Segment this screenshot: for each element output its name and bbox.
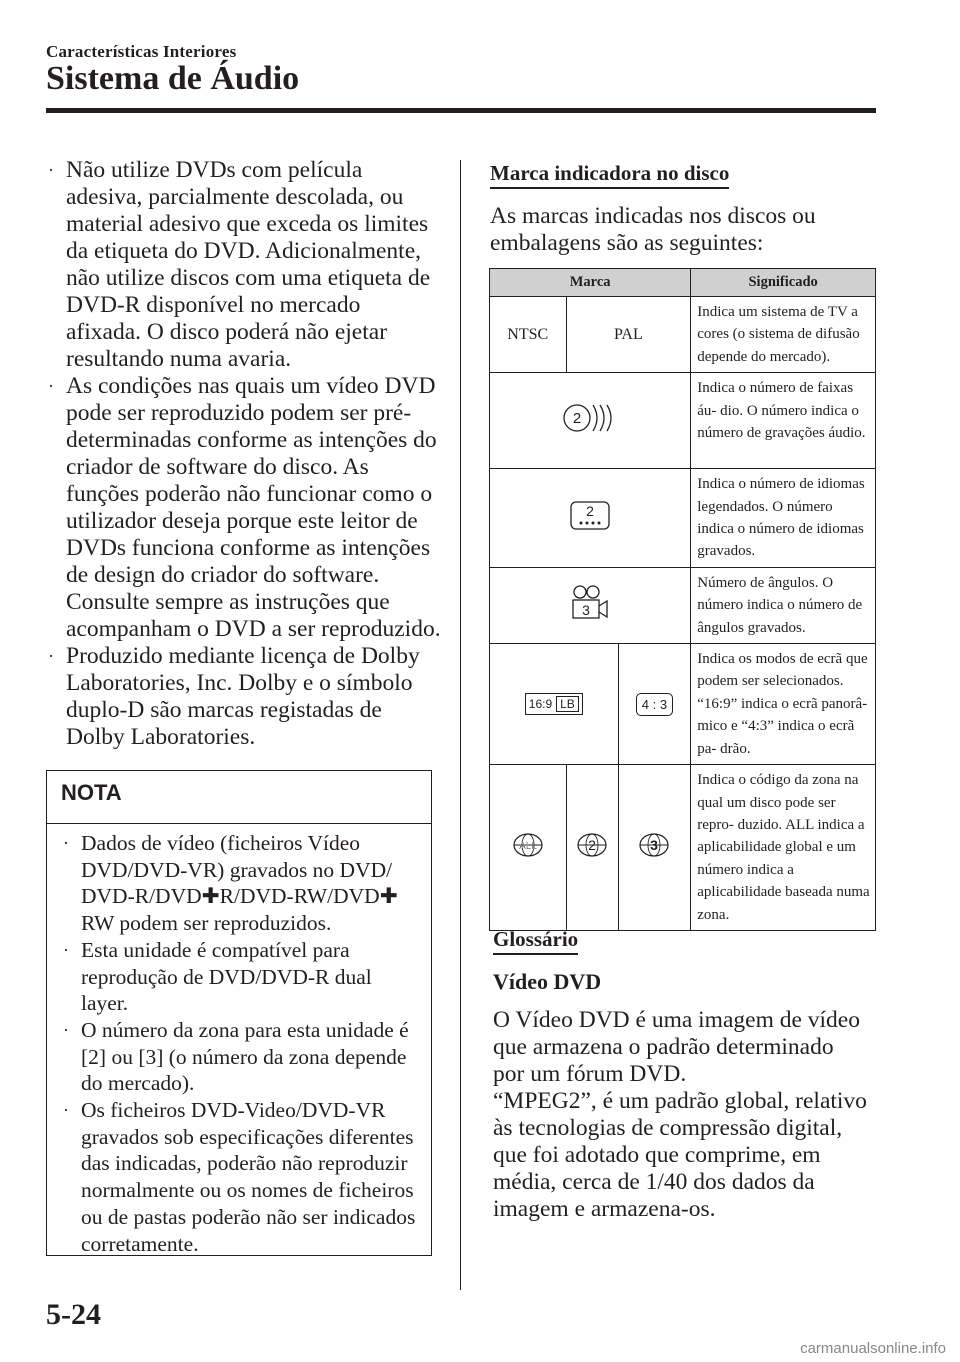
table-row [490, 644, 876, 765]
audio-tracks-number: 2 [572, 410, 582, 428]
nota-bullet-text: Dados de vídeo (ficheiros Vídeo DVD/DVD-VR) gravados no DVD/ DVD-R/DVD✚R/DVD-RW/DVD✚ RW podem ser reproduzidos. [81, 831, 398, 936]
audio-tracks-mark [490, 373, 691, 469]
glossary-paragraph: O Vídeo DVD é uma imagem de vídeo que armazena o padrão determinado por um fórum DVD. [493, 1007, 860, 1087]
mark-ntsc [490, 297, 567, 373]
bullet-text: Não utilize DVDs com película adesiva, parcialmente descolada, ou material adesivo que exceda os limites da etiqueta do DVD. Adicionalmente, não utilize discos com uma etiqueta de DVD-R disponível no mercado afixada. O disco poderá não ejetar resultando numa avaria. [66, 157, 431, 372]
globe-3-icon [638, 832, 670, 858]
nota-bullet [61, 830, 421, 937]
mark-pal-label: PAL [614, 325, 643, 343]
nota-bullet [61, 1097, 421, 1257]
letterbox-label: LB [556, 696, 579, 712]
col-header-mark: Marca [490, 269, 691, 297]
bullet-text: Produzido mediante licença de Dolby Laboratories, Inc. Dolby e o símbolo duplo-D são marcas registadas de Dolby Laboratories. [66, 643, 420, 750]
table-row [490, 469, 876, 568]
watermark: carmanualsonline.info [800, 1340, 946, 1357]
bullet-dot-icon: · [63, 939, 69, 960]
bullet-dot-icon: · [63, 833, 69, 853]
audio-tracks-icon [560, 401, 620, 435]
angles-number: 3 [582, 601, 591, 618]
marks-intro: As marcas indicadas nos discos ou embalagens são as seguintes: [490, 203, 816, 256]
marks-table [489, 268, 876, 931]
globe-2-icon [576, 832, 608, 858]
nota-bullet-text: O número da zona para esta unidade é [2] ou [3] (o número da zona depende do mercado). [81, 1017, 409, 1096]
camera-angles-icon [565, 583, 615, 623]
nota-heading: NOTA [47, 771, 431, 824]
table-row [490, 567, 876, 643]
bullet-item [46, 157, 441, 373]
bullet-dot-icon: · [48, 160, 54, 180]
right-column [490, 160, 880, 257]
table-row [490, 373, 876, 469]
glossary-term: Vídeo DVD [493, 969, 602, 994]
page-title: Sistema de Áudio [46, 60, 300, 97]
table-row [490, 765, 876, 931]
meaning-cell: Indica o número de faixas áu- dio. O número indica o número de gravações áudio. [691, 373, 876, 469]
marks-section-title: Marca indicadora no disco [490, 160, 729, 189]
standard-screen-mark [618, 644, 691, 765]
nota-bullet-text: Esta unidade é compatível para reprodução de DVD/DVD-R dual layer. [81, 937, 372, 1016]
meaning-cell: Indica um sistema de TV a cores (o sistema de difusão depende do mercado). [691, 297, 876, 373]
widescreen-icon [525, 693, 583, 715]
header-rule [46, 108, 876, 113]
bullet-dot-icon: · [63, 1100, 69, 1121]
left-column [46, 157, 441, 751]
glossary-section [493, 926, 878, 1223]
angles-mark [490, 567, 691, 643]
table-row [490, 297, 876, 373]
glossary-title: Glossário [493, 926, 578, 955]
meaning-cell: Número de ângulos. O número indica o número de ângulos gravados. [691, 567, 876, 643]
subtitles-number: 2 [586, 502, 595, 519]
page-number: 5-24 [46, 1298, 101, 1331]
nota-bullet [61, 1017, 421, 1097]
mark-pal [566, 297, 691, 373]
bullet-dot-icon: · [48, 376, 54, 396]
column-divider [460, 160, 461, 1290]
meaning-cell: Indica os modos de ecrã que podem ser selecionados. “16:9” indica o ecrã panorâ- mico e “4:3” indica o ecrã pa- drão. [691, 644, 876, 765]
nota-box [46, 770, 432, 1256]
bullet-item [46, 373, 441, 643]
region-2-mark [566, 765, 618, 931]
nota-bullet-text: Os ficheiros DVD-Video/DVD-VR gravados sob especificações diferentes das indicadas, poderão não reproduzir normalmente ou os nomes de ficheiros ou de pastas poderão não ser indicados corretamente. [81, 1098, 416, 1256]
bullet-text: As condições nas quais um vídeo DVD pode ser reproduzido podem ser pré-determinadas conforme as intenções do criador de software do disco. As funções poderão não funcionar como o utilizador deseja porque este leitor de DVDs funciona conforme as intenções de design do criador do software. Consulte sempre as instruções que acompanham o DVD a ser reproduzido. [66, 373, 441, 642]
nota-bullet [61, 937, 421, 1017]
bullet-dot-icon: · [48, 646, 54, 666]
table-header-row [490, 269, 876, 297]
region-2-label: 2 [588, 837, 596, 854]
meaning-cell: Indica o código da zona na qual um disco pode ser repro- duzido. ALL indica a aplicabilidade global e um número indica a aplicabilidade baseada numa zona. [691, 765, 876, 931]
widescreen-mark [490, 644, 619, 765]
globe-all-icon [512, 832, 544, 858]
region-all-label: ALL [518, 841, 537, 853]
widescreen-ratio: 16:9 [528, 697, 553, 712]
subtitles-icon [568, 499, 612, 533]
standard-screen-icon: 4 : 3 [636, 693, 673, 716]
glossary-paragraph: “MPEG2”, é um padrão global, relativo às tecnologias de compressão digital, que foi adotado que comprime, em média, cerca de 1/40 dos dados da imagem e armazena-os. [493, 1088, 867, 1222]
bullet-item [46, 643, 441, 751]
region-all-mark [490, 765, 567, 931]
subtitles-mark [490, 469, 691, 568]
meaning-cell: Indica o número de idiomas legendados. O número indica o número de idiomas gravados. [691, 469, 876, 568]
col-header-meaning: Significado [691, 269, 876, 297]
region-3-label: 3 [650, 837, 659, 854]
bullet-dot-icon: · [63, 1019, 69, 1040]
region-3-mark [618, 765, 691, 931]
section-label: Características Interiores [46, 42, 237, 61]
mark-ntsc-label: NTSC [507, 325, 549, 343]
